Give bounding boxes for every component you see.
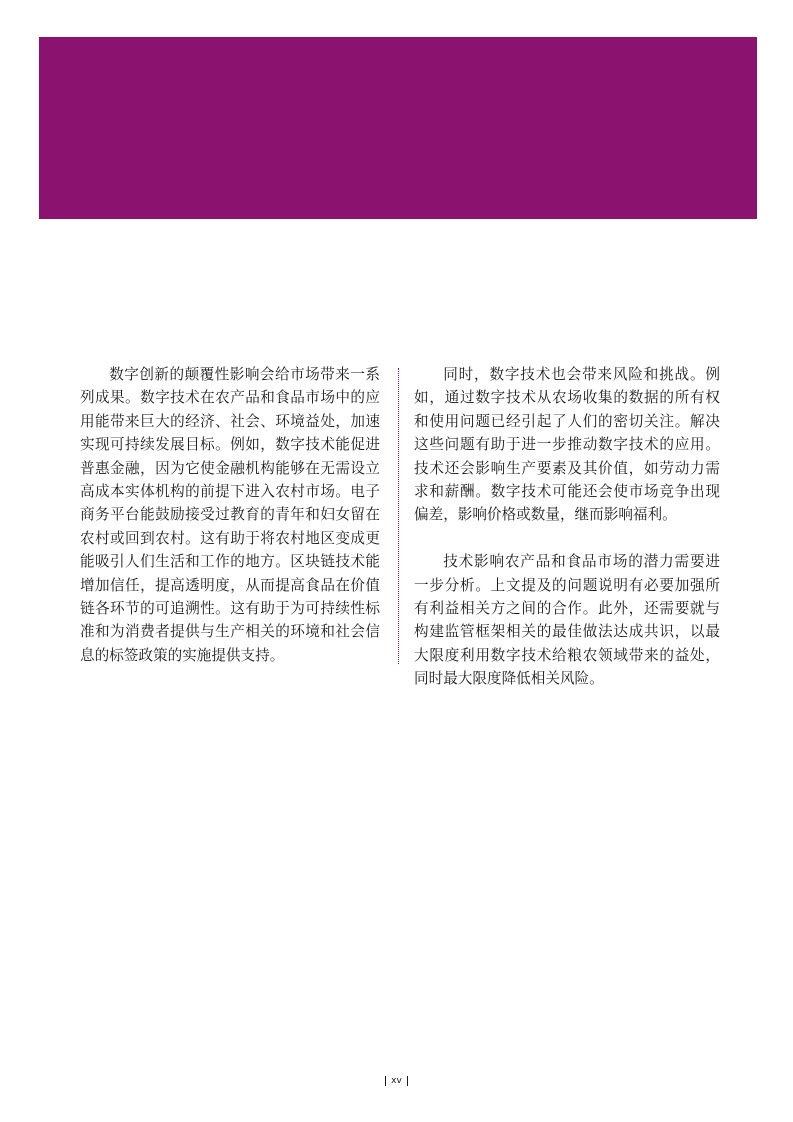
right-paragraph-1: 同时，数字技术也会带来风险和挑战。例如，通过数字技术从农场收集的数据的所有权和使用问题已经引起了人们的密切关注。解决这些问题有助于进一步推动数字技术的应用。技术还会影响生产要素及其价值，如劳动力需求和薪酬。数字技术可能还会使市场竞争出现偏差，影响价格或数量，继而影响福利。 xyxy=(414,366,720,524)
footer-bar-right xyxy=(407,1076,408,1086)
footer-bar-left xyxy=(385,1076,386,1086)
page-number: xv xyxy=(391,1076,402,1086)
right-paragraph-2: 技术影响农产品和食品市场的潜力需要进一步分析。上文提及的问题说明有必要加强所有利益相关方之间的合作。此外，还需要就与构建监管框架相关的最佳做法达成共识，以最大限度利用数字技术给粮农领域带来的益处，同时最大限度降低相关风险。 xyxy=(414,553,720,688)
page-footer xyxy=(0,1076,793,1087)
column-divider xyxy=(398,368,399,664)
left-paragraph-1: 数字创新的颠覆性影响会给市场带来一系列成果。数字技术在农产品和食品市场中的应用能带来巨大的经济、社会、环境益处，加速实现可持续发展目标。例如，数字技术能促进普惠金融，因为它使金融机构能够在无需设立高成本实体机构的前提下进入农村市场。电子商务平台能鼓励接受过教育的青年和妇女留在农村或回到农村。这有助于将农村地区变成更能吸引人们生活和工作的地方。区块链技术能增加信任，提高透明度，从而提高食品在价值链各环节的可追溯性。这有助于为可持续性标准和为消费者提供与生产相关的环境和社会信息的标签政策的实施提供支持。 xyxy=(80,366,380,664)
left-column xyxy=(80,363,380,691)
right-column xyxy=(414,363,720,714)
header-band xyxy=(39,37,757,219)
